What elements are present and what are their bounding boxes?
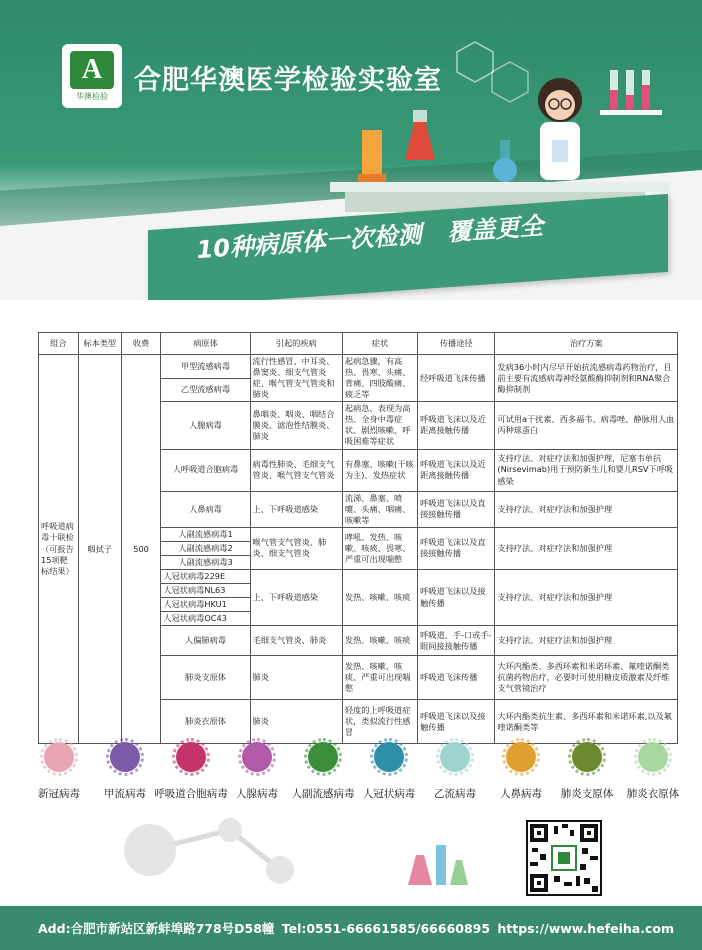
pathogen-cell: 人呼吸道合胞病毒 xyxy=(161,449,250,491)
pathogen-item xyxy=(488,742,554,801)
treatment-cell: 大环内酯类、多西环素和米诺环素、氟喹诺酮类抗菌药物治疗，必要时可使用糖皮质激素及纤维支气管镜治疗 xyxy=(495,656,678,700)
flask-decoration-icon xyxy=(398,830,474,890)
disease-cell: 流行性感冒、中耳炎、鼻窦炎、细支气管炎症、喉气管支气管炎和肺炎 xyxy=(250,355,342,402)
disease-cell: 鼻咽炎、咽炎、咽结合膜炎、滤泡性结膜炎、 肺炎 xyxy=(250,402,342,449)
virus-icon xyxy=(242,742,272,772)
table-header-row xyxy=(39,333,678,355)
symptom-cell: 发热、咳嗽、咳痰、严重可出现喘憋 xyxy=(342,656,417,700)
pathogen-cell: 人冠状病毒OC43 xyxy=(161,612,250,626)
column-header: 引起的疾病 xyxy=(250,333,342,355)
pathogen-cell: 人副流感病毒1 xyxy=(161,527,250,541)
virus-icon xyxy=(506,742,536,772)
footer-tel: Tel:0551-66661585/66660895 xyxy=(281,920,491,936)
footer-website[interactable]: https://www.hefeiha.com xyxy=(497,920,674,936)
pathogen-cell: 乙型流感病毒 xyxy=(161,378,250,402)
disease-cell: 喉气管支气管炎、肺炎、细支气管炎 xyxy=(250,527,342,569)
pathogen-name: 人腺病毒 xyxy=(236,788,278,800)
pathogen-cell: 人偏肺病毒 xyxy=(161,626,250,656)
route-cell: 呼吸道飞沫传播 xyxy=(418,656,495,700)
pathogen-name: 肺炎支原体 xyxy=(560,788,614,800)
treatment-cell: 支持疗法、对症疗法和加强护理，尼塞韦单抗(Nirsevimab)用于预防新生儿和婴儿RSV下呼吸感染 xyxy=(495,449,678,491)
disease-cell: 病毒性肺炎、毛细支气管炎、喉气管支气管炎 xyxy=(250,449,342,491)
column-header: 治疗方案 xyxy=(495,333,678,355)
virus-icon xyxy=(374,742,404,772)
pathogen-cell: 人冠状病毒229E xyxy=(161,569,250,583)
route-cell: 呼吸道飞沫以及接触传播 xyxy=(418,700,495,744)
pathogen-cell: 人鼻病毒 xyxy=(161,491,250,527)
pathogen-name: 乙流病毒 xyxy=(434,788,476,800)
symptom-cell: 流涕、鼻塞、喷嚏、头痛、咽痛、咳嗽等 xyxy=(342,491,417,527)
virus-icon xyxy=(308,742,338,772)
pathogen-cell: 肺炎支原体 xyxy=(161,656,250,700)
treatment-cell: 大环内酯类抗生素、多西环素和米诺环素,以及氟喹诺酮类等 xyxy=(495,700,678,744)
pathogen-name: 人副流感病毒 xyxy=(291,788,355,800)
pathogen-name: 甲流病毒 xyxy=(104,788,146,800)
pathogen-cell: 人副流感病毒2 xyxy=(161,541,250,555)
column-header: 病原体 xyxy=(161,333,250,355)
table-row xyxy=(39,355,678,379)
logo-text: 华澳检验 xyxy=(76,91,108,101)
virus-icon xyxy=(572,742,602,772)
virus-icon xyxy=(638,742,668,772)
pathogen-item xyxy=(356,742,422,801)
route-cell: 呼吸道飞沫以及直接接触传播 xyxy=(418,491,495,527)
pathogen-name: 人鼻病毒 xyxy=(500,788,542,800)
qr-code-icon xyxy=(528,822,600,894)
company-logo xyxy=(62,44,122,108)
pathogen-item xyxy=(154,742,228,801)
pathogen-name: 人冠状病毒 xyxy=(362,788,416,800)
pathogen-name: 呼吸道合胞病毒 xyxy=(154,788,228,800)
pathogen-item xyxy=(290,742,356,801)
pathogen-name: 新冠病毒 xyxy=(38,788,80,800)
column-header: 标本类型 xyxy=(78,333,121,355)
pathogen-item xyxy=(224,742,290,801)
disease-cell: 上、下呼吸道感染 xyxy=(250,569,342,625)
fee-cell: 500 xyxy=(121,355,161,744)
pathogen-cell: 人腺病毒 xyxy=(161,402,250,449)
column-header: 传播途径 xyxy=(418,333,495,355)
route-cell: 呼吸道飞沫以及直接接触传播 xyxy=(418,527,495,569)
symptom-cell: 发热、咳嗽、咳痰 xyxy=(342,626,417,656)
treatment-cell: 支持疗法、对症疗法和加强护理 xyxy=(495,626,678,656)
virus-icon xyxy=(176,742,206,772)
pathogen-icon-row xyxy=(26,742,686,801)
pathogen-item xyxy=(26,742,92,801)
treatment-cell: 支持疗法、对症疗法和加强护理 xyxy=(495,491,678,527)
slogan-sub: 覆盖更全 xyxy=(446,211,545,247)
specimen-cell: 咽拭子 xyxy=(78,355,121,744)
pathogen-item xyxy=(620,742,686,801)
combo-cell: 呼吸道病毒十联检（可报告15项靶标结果） xyxy=(39,355,79,744)
pathogen-cell: 人冠状病毒NL63 xyxy=(161,583,250,597)
pathogen-name: 肺炎衣原体 xyxy=(626,788,680,800)
column-header: 症状 xyxy=(342,333,417,355)
pathogen-cell: 肺炎衣原体 xyxy=(161,700,250,744)
qr-code xyxy=(526,820,602,896)
logo-mark: A xyxy=(70,51,114,89)
footer-bar xyxy=(0,906,702,950)
pathogen-cell: 人副流感病毒3 xyxy=(161,555,250,569)
symptom-cell: 发热、咳嗽、咳痰 xyxy=(342,569,417,625)
treatment-cell: 支持疗法、对症疗法和加强护理 xyxy=(495,527,678,569)
route-cell: 呼吸道、手-口或手-眼间接接触传播 xyxy=(418,626,495,656)
symptom-cell: 哮吼、发热、咳嗽、咳痰、畏寒、严重可出现喘憋 xyxy=(342,527,417,569)
column-header: 收费 xyxy=(121,333,161,355)
route-cell: 呼吸道飞沫以及近距离接触传播 xyxy=(418,449,495,491)
symptom-cell: 轻度的上呼吸道症状，类似流行性感冒 xyxy=(342,700,417,744)
pathogen-cell: 甲型流感病毒 xyxy=(161,355,250,379)
column-header: 组合 xyxy=(39,333,79,355)
molecule-decoration-icon xyxy=(110,800,310,900)
pathogen-item xyxy=(92,742,158,801)
virus-icon xyxy=(440,742,470,772)
route-cell: 呼吸道飞沫以及接触传播 xyxy=(418,569,495,625)
disease-cell: 上、下呼吸道感染 xyxy=(250,491,342,527)
disease-cell: 肺炎 xyxy=(250,656,342,700)
symptom-cell: 有鼻塞、咳嗽(干咳为主)、发热症状 xyxy=(342,449,417,491)
header-banner xyxy=(0,0,702,300)
footer-address: Add:合肥市新站区新蚌埠路778号D58幢 xyxy=(38,921,275,936)
route-cell: 呼吸道飞沫以及近距离接触传播 xyxy=(418,402,495,449)
pathogen-item xyxy=(422,742,488,801)
symptom-cell: 起病急、表现为高热、全身中毒症状、剧烈咳嗽、呼吸困难等症状 xyxy=(342,402,417,449)
pathogen-table xyxy=(38,332,678,744)
virus-icon xyxy=(110,742,140,772)
pathogen-item xyxy=(554,742,620,801)
lab-name: 合肥华澳医学检验实验室 xyxy=(134,65,442,96)
disease-cell: 毛细支气管炎、肺炎 xyxy=(250,626,342,656)
treatment-cell: 支持疗法、对症疗法和加强护理 xyxy=(495,569,678,625)
symptom-cell: 起病急骤，有高热、畏寒、头痛、背痛、四肢酸痛、疲乏等 xyxy=(342,355,417,402)
treatment-cell: 发病36小时内尽早开始抗流感病毒药物治疗，目前主要有流感病毒神经氨酸酶抑制剂和RNA聚合酶抑制剂 xyxy=(495,355,678,402)
route-cell: 经呼吸道飞沫传播 xyxy=(418,355,495,402)
virus-icon xyxy=(44,742,74,772)
slogan-main: 10种病原体一次检测 xyxy=(195,220,423,265)
disease-cell: 肺炎 xyxy=(250,700,342,744)
treatment-cell: 可试用a干扰素、西多福韦、病毒唑、静脉用人血丙种球蛋白 xyxy=(495,402,678,449)
pathogen-cell: 人冠状病毒HKU1 xyxy=(161,598,250,612)
